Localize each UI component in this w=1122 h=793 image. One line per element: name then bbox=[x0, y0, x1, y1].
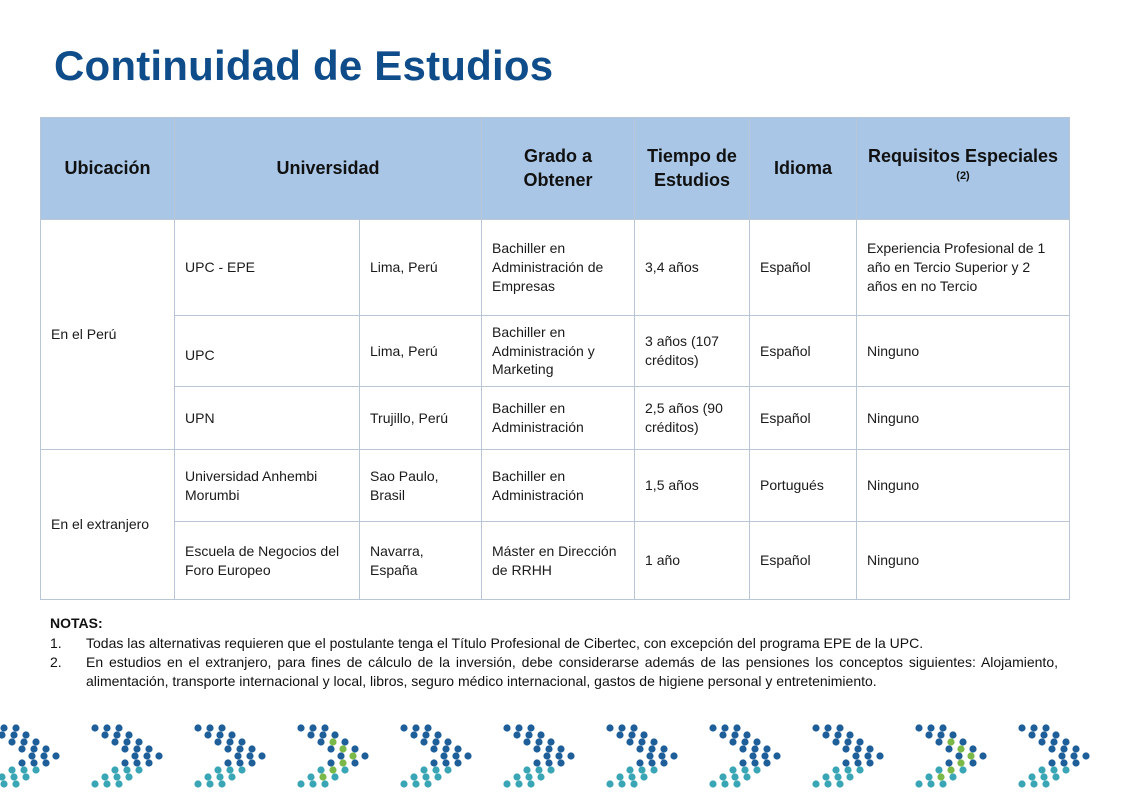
header-requisitos-label: Requisitos Especiales bbox=[867, 146, 1059, 167]
cell-grado: Máster en Dirección de RRHH bbox=[482, 522, 635, 600]
cell-ubicacion: En el Perú bbox=[41, 220, 175, 450]
cell-idioma: Portugués bbox=[750, 450, 857, 522]
header-ubicacion: Ubicación bbox=[41, 118, 175, 220]
studies-table bbox=[40, 117, 1070, 600]
cell-sede: Lima, Perú bbox=[360, 220, 482, 316]
note-item bbox=[50, 634, 1058, 653]
header-universidad: Universidad bbox=[175, 118, 482, 220]
table-row bbox=[41, 522, 1070, 600]
cell-requisitos: Experiencia Profesional de 1 año en Tercio Superior y 2 años en no Tercio bbox=[857, 220, 1070, 316]
notes-section bbox=[50, 614, 1058, 691]
note-text: Todas las alternativas requieren que el postulante tenga el Título Profesional de Cibertec, con excepción del programa EPE de la UPC. bbox=[86, 634, 924, 651]
cell-universidad: UPN bbox=[175, 387, 360, 450]
cell-requisitos: Ninguno bbox=[857, 387, 1070, 450]
header-tiempo: Tiempo de Estudios bbox=[635, 118, 750, 220]
table-row bbox=[41, 387, 1070, 450]
cell-sede: Trujillo, Perú bbox=[360, 387, 482, 450]
cell-idioma: Español bbox=[750, 220, 857, 316]
cell-requisitos: Ninguno bbox=[857, 522, 1070, 600]
cell-sede: Navarra, España bbox=[360, 522, 482, 600]
chevron-dot-pattern-icon bbox=[0, 718, 1122, 793]
cell-tiempo: 2,5 años (90 créditos) bbox=[635, 387, 750, 450]
page-title: Continuidad de Estudios bbox=[54, 42, 554, 89]
header-requisitos-sup: (2) bbox=[956, 169, 970, 182]
cell-idioma: Español bbox=[750, 316, 857, 387]
table-header-row bbox=[41, 118, 1070, 220]
note-number: 1. bbox=[50, 634, 62, 651]
note-text: En estudios en el extranjero, para fines de cálculo de la inversión, debe considerarse además de las pensiones los conceptos siguientes: Alojamiento, alimentación, transporte internacional y local, libros, seguro médico internacional, gastos de higiene personal y entretenimiento. bbox=[86, 653, 1058, 689]
cell-sede: Sao Paulo, Brasil bbox=[360, 450, 482, 522]
header-grado: Grado a Obtener bbox=[482, 118, 635, 220]
cell-grado: Bachiller en Administración bbox=[482, 387, 635, 450]
cell-universidad: UPC bbox=[175, 316, 360, 387]
cell-requisitos: Ninguno bbox=[857, 316, 1070, 387]
cell-requisitos: Ninguno bbox=[857, 450, 1070, 522]
cell-universidad: Universidad Anhembi Morumbi bbox=[175, 450, 360, 522]
header-idioma: Idioma bbox=[750, 118, 857, 220]
cell-sede: Lima, Perú bbox=[360, 316, 482, 387]
cell-grado: Bachiller en Administración bbox=[482, 450, 635, 522]
cell-universidad: Escuela de Negocios del Foro Europeo bbox=[175, 522, 360, 600]
cell-grado: Bachiller en Administración de Empresas bbox=[482, 220, 635, 316]
table-row bbox=[41, 316, 1070, 387]
cell-tiempo: 3,4 años bbox=[635, 220, 750, 316]
cell-tiempo: 3 años (107 créditos) bbox=[635, 316, 750, 387]
note-item bbox=[50, 653, 1058, 691]
cell-tiempo: 1 año bbox=[635, 522, 750, 600]
cell-idioma: Español bbox=[750, 387, 857, 450]
table-row bbox=[41, 450, 1070, 522]
cell-universidad: UPC - EPE bbox=[175, 220, 360, 316]
table-row bbox=[41, 220, 1070, 316]
cell-idioma: Español bbox=[750, 522, 857, 600]
header-requisitos bbox=[857, 118, 1070, 220]
notes-title: NOTAS: bbox=[50, 615, 103, 631]
note-number: 2. bbox=[50, 653, 62, 670]
cell-grado: Bachiller en Administración y Marketing bbox=[482, 316, 635, 387]
cell-ubicacion: En el extranjero bbox=[41, 450, 175, 600]
cell-tiempo: 1,5 años bbox=[635, 450, 750, 522]
